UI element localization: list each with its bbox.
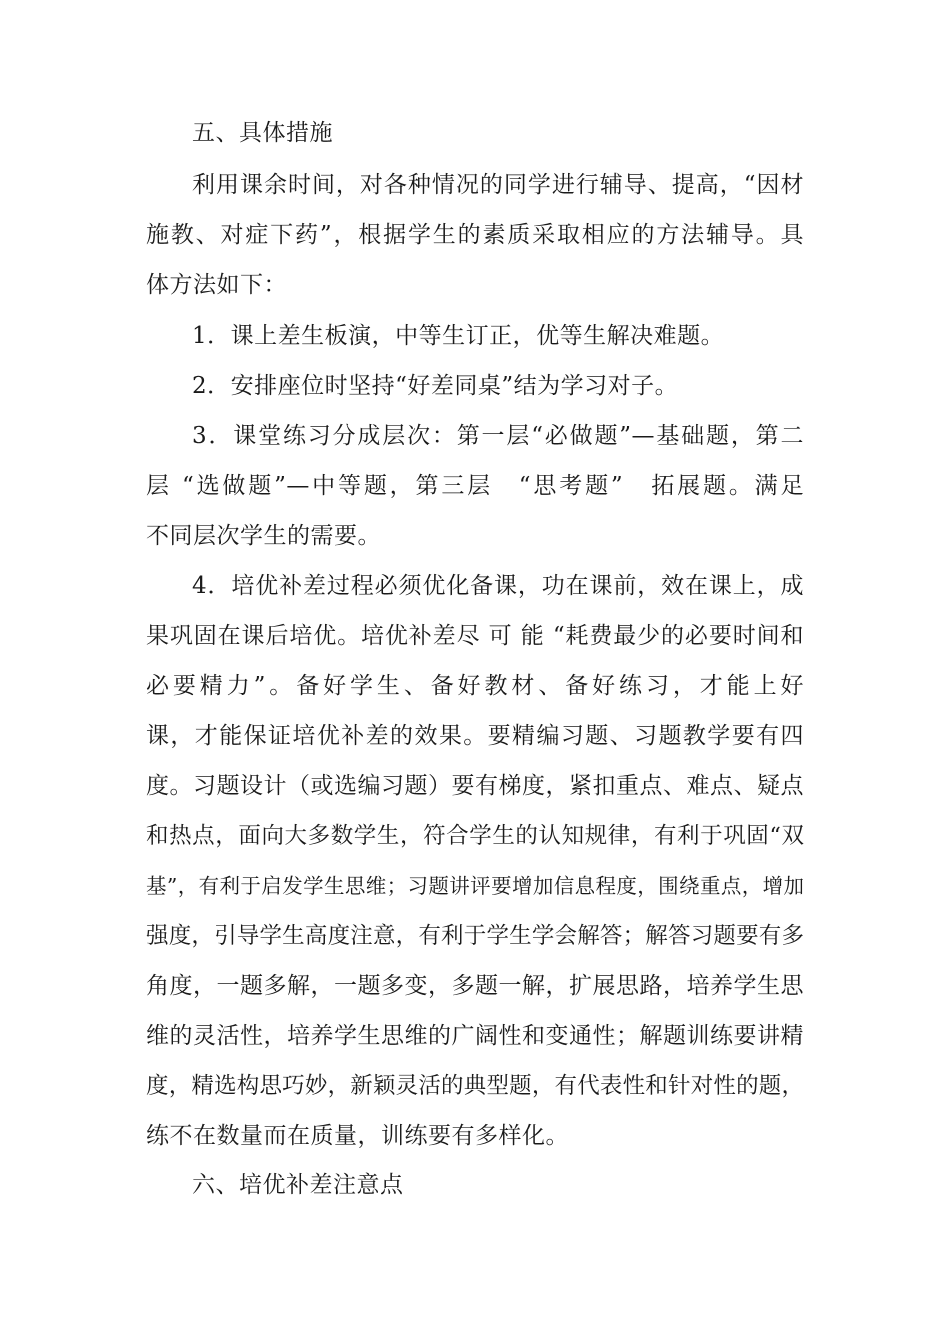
intro-line-1: 利用课余时间，对各种情况的同学进行辅导、提高，“因材 [192,172,804,198]
list-item-4-line-1: 4．培优补差过程必须优化备课，功在课前，效在课上，成 [192,573,804,599]
intro-line-3: 体方法如下： [146,272,287,298]
list-item-1: 1．课上差生板演，中等生订正，优等生解决难题。 [192,323,725,349]
list-item-4-line-7: 基”，有利于启发学生思维；习题讲评要增加信息程度，围绕重点，增加 [146,874,804,898]
list-item-3-line-2: 层 “选做题”—中等题，第三层 “思考题” 拓展题。满足 [146,473,804,499]
list-item-4-line-3: 必要精力”。备好学生、备好教材、备好练习，才能上好 [146,673,804,699]
list-item-4-line-9: 角度，一题多解，一题多变，多题一解，扩展思路，培养学生思 [146,973,804,999]
section-heading-six: 六、培优补差注意点 [192,1172,404,1198]
list-item-3-line-1: 3．课堂练习分成层次：第一层“必做题”—基础题，第二 [192,423,804,449]
list-item-4-line-8: 强度，引导学生高度注意，有利于学生学会解答；解答习题要有多 [146,923,804,949]
list-item-3-line-3: 不同层次学生的需要。 [146,523,381,549]
list-item-2: 2．安排座位时坚持“好差同桌”结为学习对子。 [192,373,679,399]
list-item-4-line-11: 度，精选构思巧妙，新颖灵活的典型题，有代表性和针对性的题， [146,1073,804,1099]
list-item-4-line-5: 度。习题设计（或选编习题）要有梯度，紧扣重点、难点、疑点 [146,773,804,799]
list-item-4-line-4: 课，才能保证培优补差的效果。要精编习题、习题教学要有四 [146,723,804,749]
intro-line-2: 施教、对症下药”，根据学生的素质采取相应的方法辅导。具 [146,222,804,248]
list-item-4-line-6: 和热点，面向大多数学生，符合学生的认知规律，有利于巩固“双 [146,823,804,849]
list-item-4-line-2: 果巩固在课后培优。培优补差尽 可 能 “耗费最少的必要时间和 [146,623,804,649]
list-item-4-line-10: 维的灵活性，培养学生思维的广阔性和变通性；解题训练要讲精 [146,1023,804,1049]
section-heading-five: 五、具体措施 [192,120,333,146]
list-item-4-line-12: 练不在数量而在质量，训练要有多样化。 [146,1123,569,1149]
